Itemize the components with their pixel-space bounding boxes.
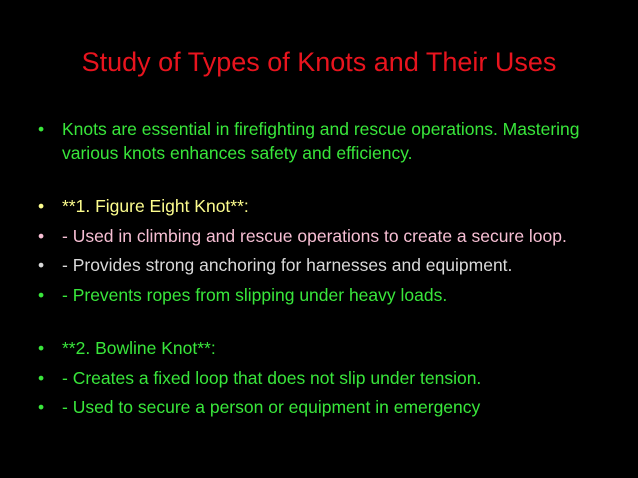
bullet-text: Knots are essential in firefighting and rescue operations. Mastering various knots enhances safety and efficiency. [62, 119, 580, 163]
bullet-dot-icon: • [38, 255, 45, 275]
slide-title: Study of Types of Knots and Their Uses [81, 47, 557, 77]
bullet-dot-icon: • [38, 225, 45, 246]
bullet-item [38, 284, 598, 308]
bullet-item [38, 254, 598, 278]
bullet-item [38, 225, 598, 249]
bullet-text: - Used in climbing and rescue operations to create a secure loop. [62, 225, 567, 246]
bullet-item [38, 367, 598, 391]
bullet-text: **2. Bowline Knot**: [62, 338, 216, 358]
bullet-item [38, 195, 598, 219]
bullet-item [38, 337, 598, 361]
bullet-dot-icon: • [38, 196, 45, 216]
bullet-dot-icon: • [38, 119, 45, 139]
bullet-text: - Provides strong anchoring for harnesses and equipment. [62, 255, 513, 275]
bullet-text: - Used to secure a person or equipment in emergency [62, 397, 481, 417]
bullet-dot-icon: • [38, 397, 45, 417]
bullet-text: - Prevents ropes from slipping under heavy loads. [62, 284, 448, 305]
bullet-item [38, 118, 598, 165]
bullet-item [38, 396, 598, 420]
bullet-dot-icon: • [38, 284, 45, 305]
bullet-text: **1. Figure Eight Knot**: [62, 196, 249, 216]
bullet-dot-icon: • [38, 367, 45, 388]
bullet-dot-icon: • [38, 338, 45, 358]
bullet-list [38, 118, 598, 426]
bullet-text: - Creates a fixed loop that does not slip under tension. [62, 367, 482, 388]
